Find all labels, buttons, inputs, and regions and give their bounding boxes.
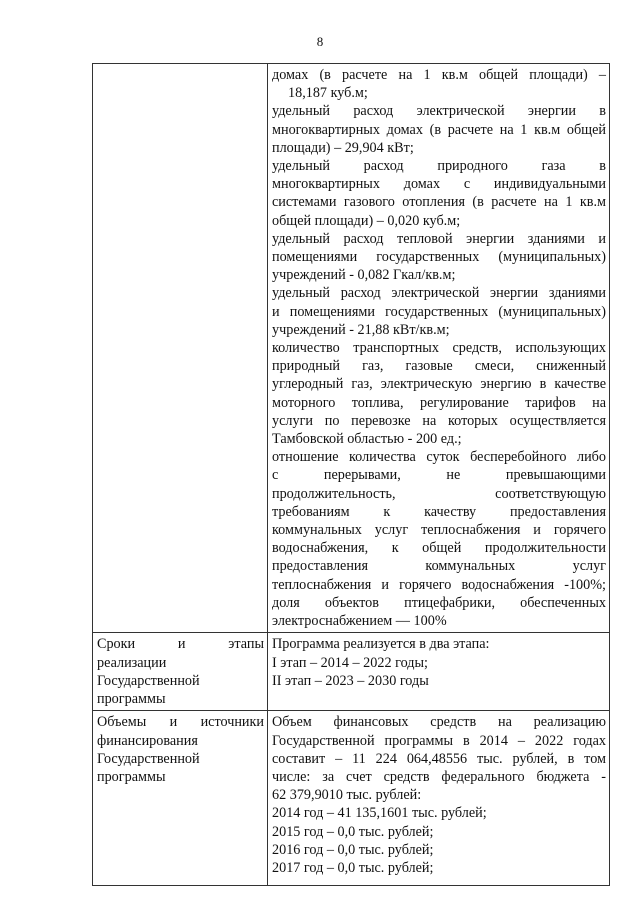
row-label-cell <box>93 633 268 711</box>
row-label-line: Государственной <box>97 672 200 689</box>
row-label-line: программы <box>97 690 166 707</box>
text-line: с перерывами, не превышающими <box>272 467 606 484</box>
indicators-cell <box>268 64 610 633</box>
text-line: учреждений - 0,082 Гкал/кв.м; <box>272 267 456 284</box>
text-line: отношение количества суток бесперебойного либо <box>272 449 606 466</box>
text-line: удельный расход природного газа в <box>272 158 606 175</box>
text-line: 18,187 куб.м; <box>288 85 368 102</box>
text-line: доля объектов птицефабрики, обеспеченных <box>272 594 606 611</box>
text-line: продолжительность, соответствующую <box>272 485 606 502</box>
text-line: общей площади) – 0,020 куб.м; <box>272 212 461 229</box>
table-row <box>93 64 610 633</box>
text-line: углеродный газ, электрическую энергию в качестве <box>272 376 606 393</box>
table-row <box>93 711 610 886</box>
text-line: 2016 год – 0,0 тыс. рублей; <box>272 841 434 858</box>
text-line: Государственной программы в 2014 – 2022 годах <box>272 732 606 749</box>
stages-cell <box>268 633 610 711</box>
row-label-line: реализации <box>97 654 167 671</box>
text-line: водоснабжения, к общей продолжительности <box>272 540 606 557</box>
text-line: количество транспортных средств, использующих <box>272 340 606 357</box>
text-line: Объем финансовых средств на реализацию <box>272 714 606 731</box>
text-line: помещениями государственных (муниципальных) <box>272 249 606 266</box>
text-line: системами газового отопления (в расчете на 1 кв.м <box>272 194 606 211</box>
page-number: 8 <box>316 34 324 49</box>
text-line: числе: за счет средств федерального бюджета - <box>272 768 606 785</box>
text-line: моторного топлива, регулирование тарифов на <box>272 394 606 411</box>
text-line: домах (в расчете на 1 кв.м общей площади) – <box>272 67 606 83</box>
text-line: многоквартирных домах (в расчете на 1 кв.м общей <box>272 121 606 138</box>
text-line: составит – 11 224 064,48556 тыс. рублей, в том <box>272 750 606 767</box>
text-line: 62 379,9010 тыс. рублей: <box>272 787 422 804</box>
text-line: Программа реализуется в два этапа: <box>272 636 490 653</box>
text-line: Тамбовской областью - 200 ед.; <box>272 431 462 448</box>
text-line: 2017 год – 0,0 тыс. рублей; <box>272 859 434 876</box>
text-line: теплоснабжения и горячего водоснабжения -100%; <box>272 576 606 593</box>
row-label-line: Государственной <box>97 750 200 767</box>
text-line: коммунальных услуг теплоснабжения и горячего <box>272 522 606 539</box>
text-line: и помещениями государственных (муниципальных) <box>272 303 606 320</box>
text-line: предоставления коммунальных услуг <box>272 558 606 575</box>
row-label-cell <box>93 64 268 633</box>
text-line: 2015 год – 0,0 тыс. рублей; <box>272 823 434 840</box>
text-line: площади) – 29,904 кВт; <box>272 139 414 156</box>
funding-cell <box>268 711 610 886</box>
text-line: электроснабжением — 100% <box>272 613 447 630</box>
text-line: многоквартирных домах с индивидуальными <box>272 176 606 193</box>
text-line: удельный расход электрической энергии в <box>272 103 606 120</box>
text-line: удельный расход электрической энергии зданиями <box>272 285 606 302</box>
text-line: II этап – 2023 – 2030 годы <box>272 672 429 689</box>
row-label-line: Объемы и источники <box>97 714 264 731</box>
text-line: природный газ, газовые смеси, сниженный <box>272 358 606 375</box>
text-line: учреждений - 21,88 кВт/кв.м; <box>272 321 450 338</box>
text-line: I этап – 2014 – 2022 годы; <box>272 654 428 671</box>
row-label-line: программы <box>97 768 166 785</box>
row-label-line: финансирования <box>97 732 198 749</box>
table-row <box>93 633 610 711</box>
text-line: 2014 год – 41 135,1601 тыс. рублей; <box>272 805 487 822</box>
row-label-line: Сроки и этапы <box>97 636 264 653</box>
text-line: удельный расход тепловой энергии зданиями и <box>272 230 606 247</box>
text-line: требованиям к качеству предоставления <box>272 503 606 520</box>
row-label-cell <box>93 711 268 886</box>
program-passport-table <box>92 63 610 886</box>
text-line: услуги по перевозке на которых осуществляется <box>272 412 606 429</box>
